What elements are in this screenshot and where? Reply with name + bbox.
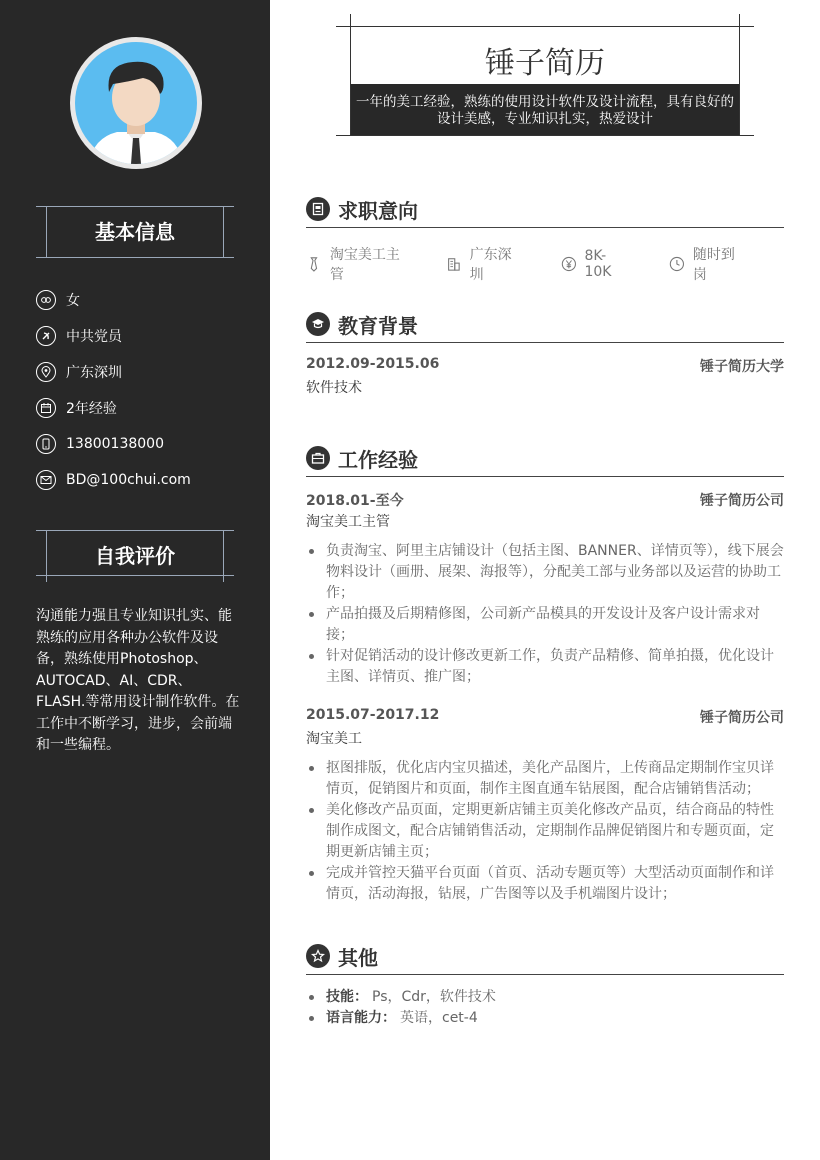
- work-section-title: 工作经验: [338, 448, 418, 472]
- self-eval-title: 自我评价: [95, 544, 175, 568]
- star-icon: [306, 944, 330, 968]
- email-icon: [36, 470, 56, 490]
- info-gender: [36, 282, 246, 318]
- work-section-heading: [306, 443, 784, 477]
- intent-salary-text: 8K-10K: [584, 248, 612, 280]
- intent-availability-text: 随时到岗: [692, 247, 735, 283]
- self-eval-text: 沟通能力强且专业知识扎实、能熟练的应用各种办公软件及设备，熟练使用Photoshop、AUTOCAD、AI、CDR、FLASH.等常用设计制作软件。在工作中不断学习，进步，会前端和一些编程。: [36, 608, 240, 753]
- intent-city: [446, 244, 519, 284]
- other-language-value: 英语，cet-4: [400, 1010, 478, 1026]
- info-party: [36, 318, 246, 354]
- duty-item: 美化修改产品页面，定期更新店铺主页美化修改产品页，结合商品的特性制作成图文，配合店铺销售活动，定期制作品牌促销图片和专题页面，定期更新店铺主页；: [306, 800, 784, 863]
- basic-info-heading: [36, 206, 234, 258]
- other-language-label: 语言能力：: [326, 1010, 396, 1026]
- avatar-illustration-icon: [75, 42, 197, 164]
- info-experience: [36, 390, 246, 426]
- education-major: 软件技术: [306, 380, 362, 396]
- tie-icon: [306, 255, 322, 273]
- other-skill-item: [306, 987, 784, 1008]
- other-section-title: 其他: [338, 946, 378, 970]
- party-icon: [36, 326, 56, 346]
- info-email: [36, 462, 246, 498]
- other-language-item: [306, 1008, 784, 1029]
- job-2-duties: [306, 758, 784, 905]
- avatar: [70, 37, 202, 169]
- job-1-company: 锤子简历公司: [700, 493, 784, 509]
- info-party-text: 中共党员: [66, 329, 122, 345]
- duty-item: 针对促销活动的设计修改更新工作，负责产品精修、简单拍摄，优化设计主图、详情页、推广图；: [306, 646, 784, 688]
- job-1-role: 淘宝美工主管: [306, 514, 390, 530]
- basic-info-title: 基本信息: [95, 220, 175, 244]
- education-school: 锤子简历大学: [700, 359, 784, 375]
- job-2-company: 锤子简历公司: [700, 710, 784, 726]
- intent-city-text: 广东深圳: [469, 247, 512, 283]
- duty-item: 完成并管控天猫平台页面（首页、活动专题页等）大型活动页面制作和详情页，活动海报，钻展，广告图等以及手机端图片设计；: [306, 863, 784, 905]
- education-section-heading: [306, 309, 784, 343]
- phone-icon: [36, 434, 56, 454]
- education-section-title: 教育背景: [338, 314, 418, 338]
- job-2-role: 淘宝美工: [306, 731, 362, 747]
- info-gender-text: 女: [66, 293, 80, 309]
- intent-section-heading: [306, 194, 784, 228]
- basic-info-list: [36, 282, 246, 498]
- location-icon: [36, 362, 56, 382]
- resume-slogan: 一年的美工经验，熟练的使用设计软件及设计流程，具有良好的设计美感，专业知识扎实，热爱设计: [351, 84, 739, 135]
- other-section-heading: [306, 941, 784, 975]
- self-eval-heading: [36, 530, 234, 582]
- education-period: 2012.09-2015.06: [306, 356, 440, 372]
- intent-position: [306, 244, 404, 284]
- duty-item: 产品拍摄及后期精修图，公司新产品模具的开发设计及客户设计需求对接；: [306, 604, 784, 646]
- resume-name: 锤子简历: [485, 46, 605, 81]
- info-experience-text: 2年经验: [66, 401, 117, 417]
- building-icon: [446, 255, 462, 273]
- info-location: [36, 354, 246, 390]
- duty-item: 负责淘宝、阿里主店铺设计（包括主图、BANNER、详情页等），线下展会物料设计（画册、展架、海报等），分配美工部与业务部以及运营的协助工作；: [306, 541, 784, 604]
- job-2-row: [306, 707, 784, 726]
- graduation-cap-icon: [306, 312, 330, 336]
- intent-list: [306, 244, 784, 284]
- intent-section-title: 求职意向: [338, 199, 418, 223]
- gender-icon: [36, 290, 56, 310]
- info-phone-text[interactable]: 13800138000: [66, 436, 164, 452]
- other-skill-label: 技能：: [326, 989, 368, 1005]
- resume-header: [336, 14, 754, 136]
- sidebar: [0, 0, 270, 1160]
- briefcase-icon: [306, 446, 330, 470]
- intent-section-icon: [306, 197, 330, 221]
- job-1-duties: [306, 541, 784, 688]
- intent-availability: [669, 244, 742, 284]
- duty-item: 抠图排版，优化店内宝贝描述，美化产品图片，上传商品定期制作宝贝详情页，促销图片和页面，制作主图直通车钻展图，配合店铺销售活动；: [306, 758, 784, 800]
- yen-icon: [561, 255, 577, 273]
- job-2-period: 2015.07-2017.12: [306, 707, 440, 723]
- info-phone: [36, 426, 246, 462]
- info-email-text[interactable]: BD@100chui.com: [66, 472, 191, 488]
- info-location-text: 广东深圳: [66, 365, 122, 381]
- job-1-row: [306, 490, 784, 510]
- calendar-icon: [36, 398, 56, 418]
- other-skill-value: Ps，Cdr，软件技术: [372, 989, 496, 1005]
- clock-icon: [669, 255, 685, 273]
- intent-position-text: 淘宝美工主管: [329, 247, 400, 283]
- education-row: [306, 356, 784, 375]
- other-list: [306, 987, 784, 1029]
- job-1-period: 2018.01-至今: [306, 493, 404, 509]
- intent-salary: [561, 244, 627, 284]
